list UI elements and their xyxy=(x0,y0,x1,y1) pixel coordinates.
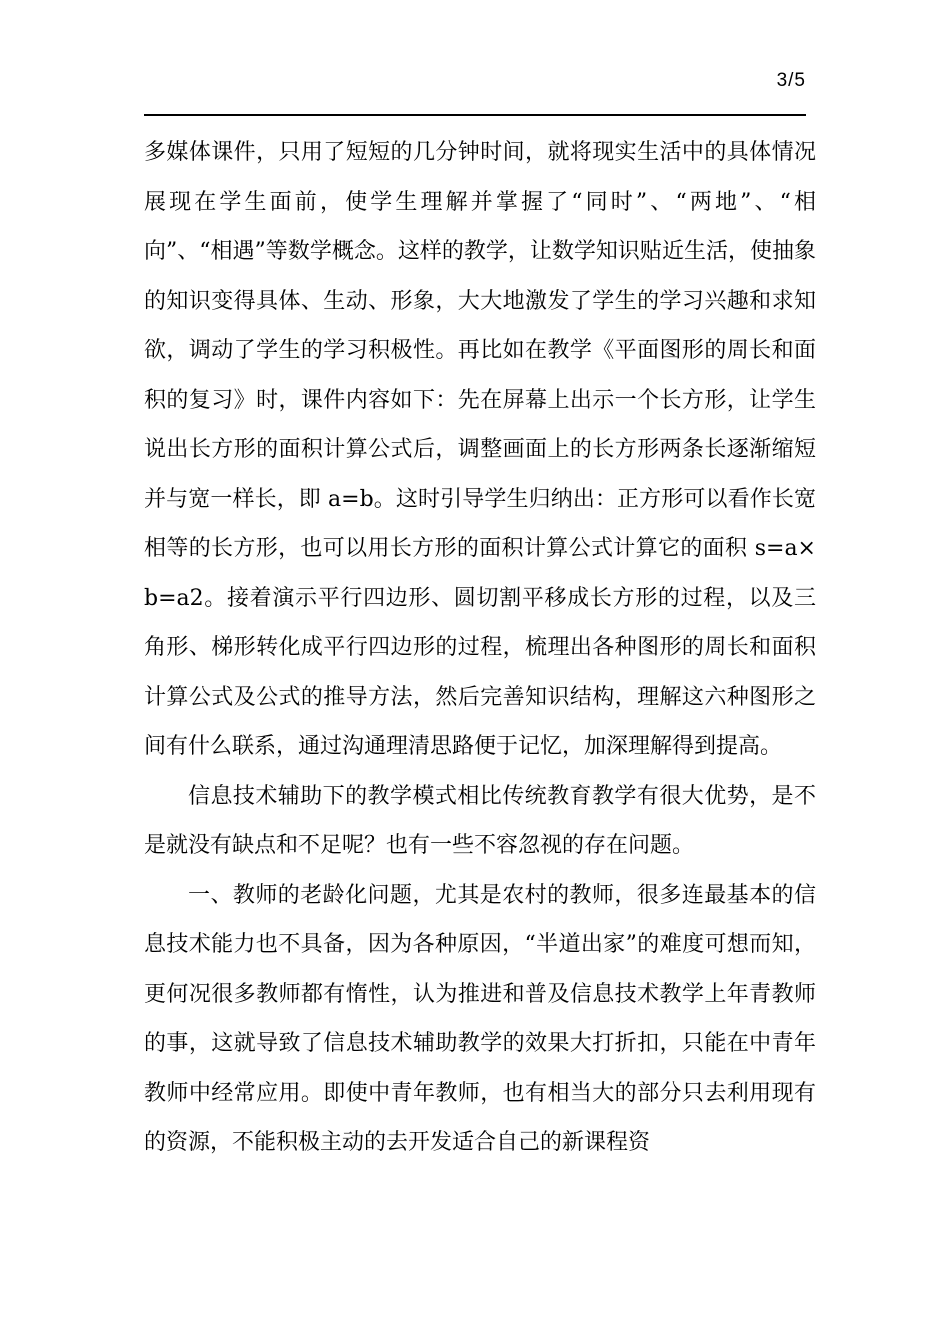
paragraph-teacher-aging: 一、教师的老龄化问题，尤其是农村的教师，很多连最基本的信息技术能力也不具备，因为各种原因，“半道出家”的难度可想而知，更何况很多教师都有惰性，认为推进和普及信息技术教学上年青教师的事，这就导致了信息技术辅助教学的效果大打折扣，只能在中青年教师中经常应用。即使中青年教师，也有相当大的部分只去利用现有的资源，不能积极主动的去开发适合自己的新课程资 xyxy=(144,882,816,1155)
paragraph-continuation: 多媒体课件，只用了短短的几分钟时间，就将现实生活中的具体情况展现在学生面前，使学生理解并掌握了“同时”、“两地”、“相向”、“相遇”等数学概念。这样的教学，让数学知识贴近生活，使抽象的知识变得具体、生动、形象，大大地激发了学生的学习兴趣和求知欲，调动了学生的学习积极性。再比如在教学《平面图形的周长和面积的复习》时，课件内容如下：先在屏幕上出示一个长方形，让学生说出长方形的面积计算公式后，调整画面上的长方形两条长逐渐缩短并与宽一样长，即 a=b。这时引导学生归纳出：正方形可以看作长宽相等的长方形，也可以用长方形的面积计算公式计算它的面积 s=a×b=a2。接着演示平行四边形、圆切割平移成长方形的过程，以及三角形、梯形转化成平行四边形的过程，梳理出各种图形的周长和面积计算公式及公式的推导方法，然后完善知识结构，理解这六种图形之间有什么联系，通过沟通理清思路便于记忆，加深理解得到提高。 xyxy=(144,140,816,759)
paragraph-advantages-question: 信息技术辅助下的教学模式相比传统教育教学有很大优势，是不是就没有缺点和不足呢？也有一些不容忽视的存在问题。 xyxy=(144,783,816,858)
page-number: 3/5 xyxy=(776,70,806,91)
document-body xyxy=(144,128,816,1168)
header-divider xyxy=(144,114,806,116)
